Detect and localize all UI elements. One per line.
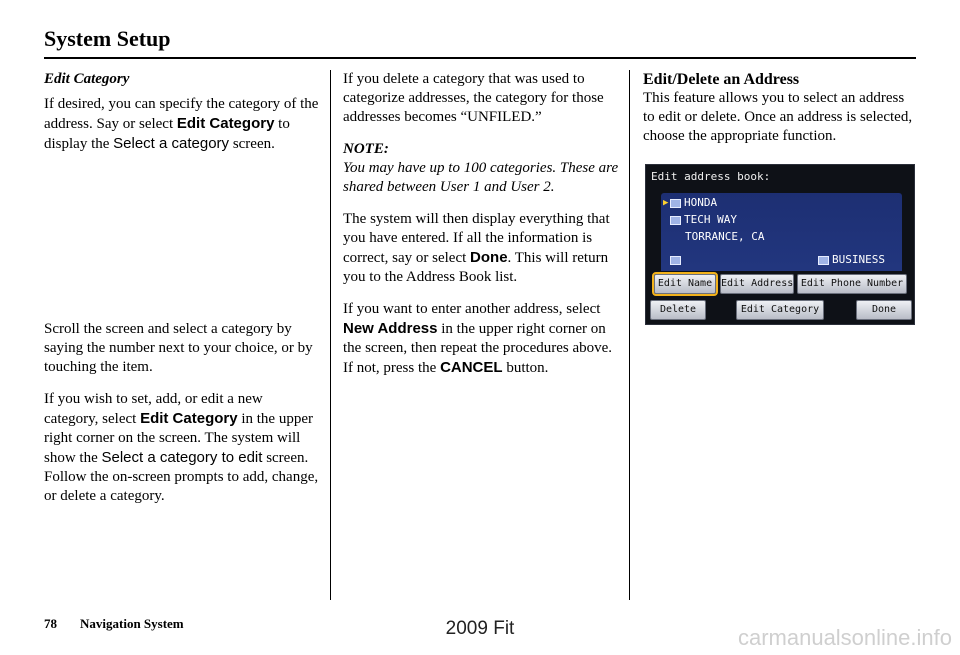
- watermark: 2009 Fit: [445, 618, 515, 639]
- paragraph: [44, 95, 320, 154]
- button-bar: [646, 271, 915, 325]
- screen-term: Select a category: [113, 135, 230, 152]
- edit-phone-number-button[interactable]: Edit Phone Number: [797, 274, 907, 294]
- page-number: 78: [44, 616, 57, 631]
- edit-category-heading: Edit Category: [44, 71, 130, 87]
- text: screen.: [229, 136, 275, 152]
- text: If desired, you can specify the category of the address. Say or select: [44, 96, 319, 132]
- text: button.: [502, 360, 549, 376]
- column-3: [643, 70, 919, 146]
- entry-address[interactable]: [670, 213, 737, 226]
- paragraph: Scroll the screen and select a category by saying the number next to your choice, or by touching the item.: [44, 321, 313, 375]
- text: If you wish to set, add, or edit a new category, select: [44, 391, 263, 427]
- command-term: CANCEL: [440, 359, 503, 376]
- text: If you want to enter another address, select: [343, 301, 601, 317]
- paragraph: [343, 210, 619, 287]
- entry-name[interactable]: [670, 196, 717, 209]
- paragraph: [343, 300, 619, 378]
- text: screen. Follow the on-screen prompts to add, change, or delete a category.: [44, 450, 319, 504]
- entry-city: TORRANCE, CA: [685, 230, 765, 243]
- entry-phone[interactable]: [670, 253, 684, 266]
- column-divider: [330, 70, 331, 600]
- edit-name-button[interactable]: Edit Name: [654, 274, 716, 294]
- entry-category[interactable]: [818, 253, 885, 266]
- phone-icon: [670, 256, 681, 265]
- screen-title: Edit address book:: [651, 170, 771, 183]
- edit-address-button[interactable]: Edit Address: [720, 274, 794, 294]
- paragraph: If you delete a category that was used to categorize addresses, the category for those addresses becomes “UNFILED.”: [343, 71, 604, 125]
- page-title: System Setup: [44, 26, 171, 51]
- address-icon: [670, 216, 681, 225]
- delete-button[interactable]: Delete: [650, 300, 706, 320]
- command-term: Edit Category: [140, 410, 238, 427]
- site-watermark: carmanualsonline.info: [737, 625, 952, 650]
- paragraph: This feature allows you to select an address to edit or delete. Once an address is selected, choose the appropriate function.: [643, 90, 913, 144]
- note-text: You may have up to 100 categories. These are shared between User 1 and User 2.: [343, 160, 619, 195]
- text: . This will return you to the Address Book list.: [343, 250, 609, 285]
- title-rule: [44, 57, 916, 59]
- entry-text: BUSINESS: [832, 253, 885, 266]
- command-term: Edit Category: [176, 115, 275, 132]
- screen-term: Select a category to edit: [101, 449, 263, 466]
- text: in the upper right corner on the screen, then repeat the procedures above. If not, press the: [343, 321, 613, 376]
- text: The system will then display everything that you have entered. If all the information is correct, say or select: [343, 211, 610, 266]
- column-1: [44, 70, 320, 506]
- cursor-arrow-icon: ▶: [663, 198, 669, 208]
- column-2: [343, 70, 619, 378]
- command-term: Done: [470, 249, 508, 266]
- section-heading: Edit/Delete an Address: [643, 71, 800, 88]
- category-icon: [818, 256, 829, 265]
- name-icon: [670, 199, 681, 208]
- edit-category-button[interactable]: Edit Category: [736, 300, 824, 320]
- paragraph: [44, 390, 320, 506]
- note-label: NOTE:: [343, 141, 389, 157]
- text: to display the: [44, 116, 290, 152]
- entry-text: HONDA: [684, 196, 718, 209]
- footer-label: Navigation System: [80, 616, 184, 631]
- command-term: New Address: [343, 320, 438, 337]
- column-divider: [629, 70, 630, 600]
- entry-text: TECH WAY: [684, 213, 737, 226]
- done-button[interactable]: Done: [856, 300, 912, 320]
- nav-screen: [645, 164, 915, 325]
- text: in the upper right corner on the screen. The system will show the: [44, 411, 313, 466]
